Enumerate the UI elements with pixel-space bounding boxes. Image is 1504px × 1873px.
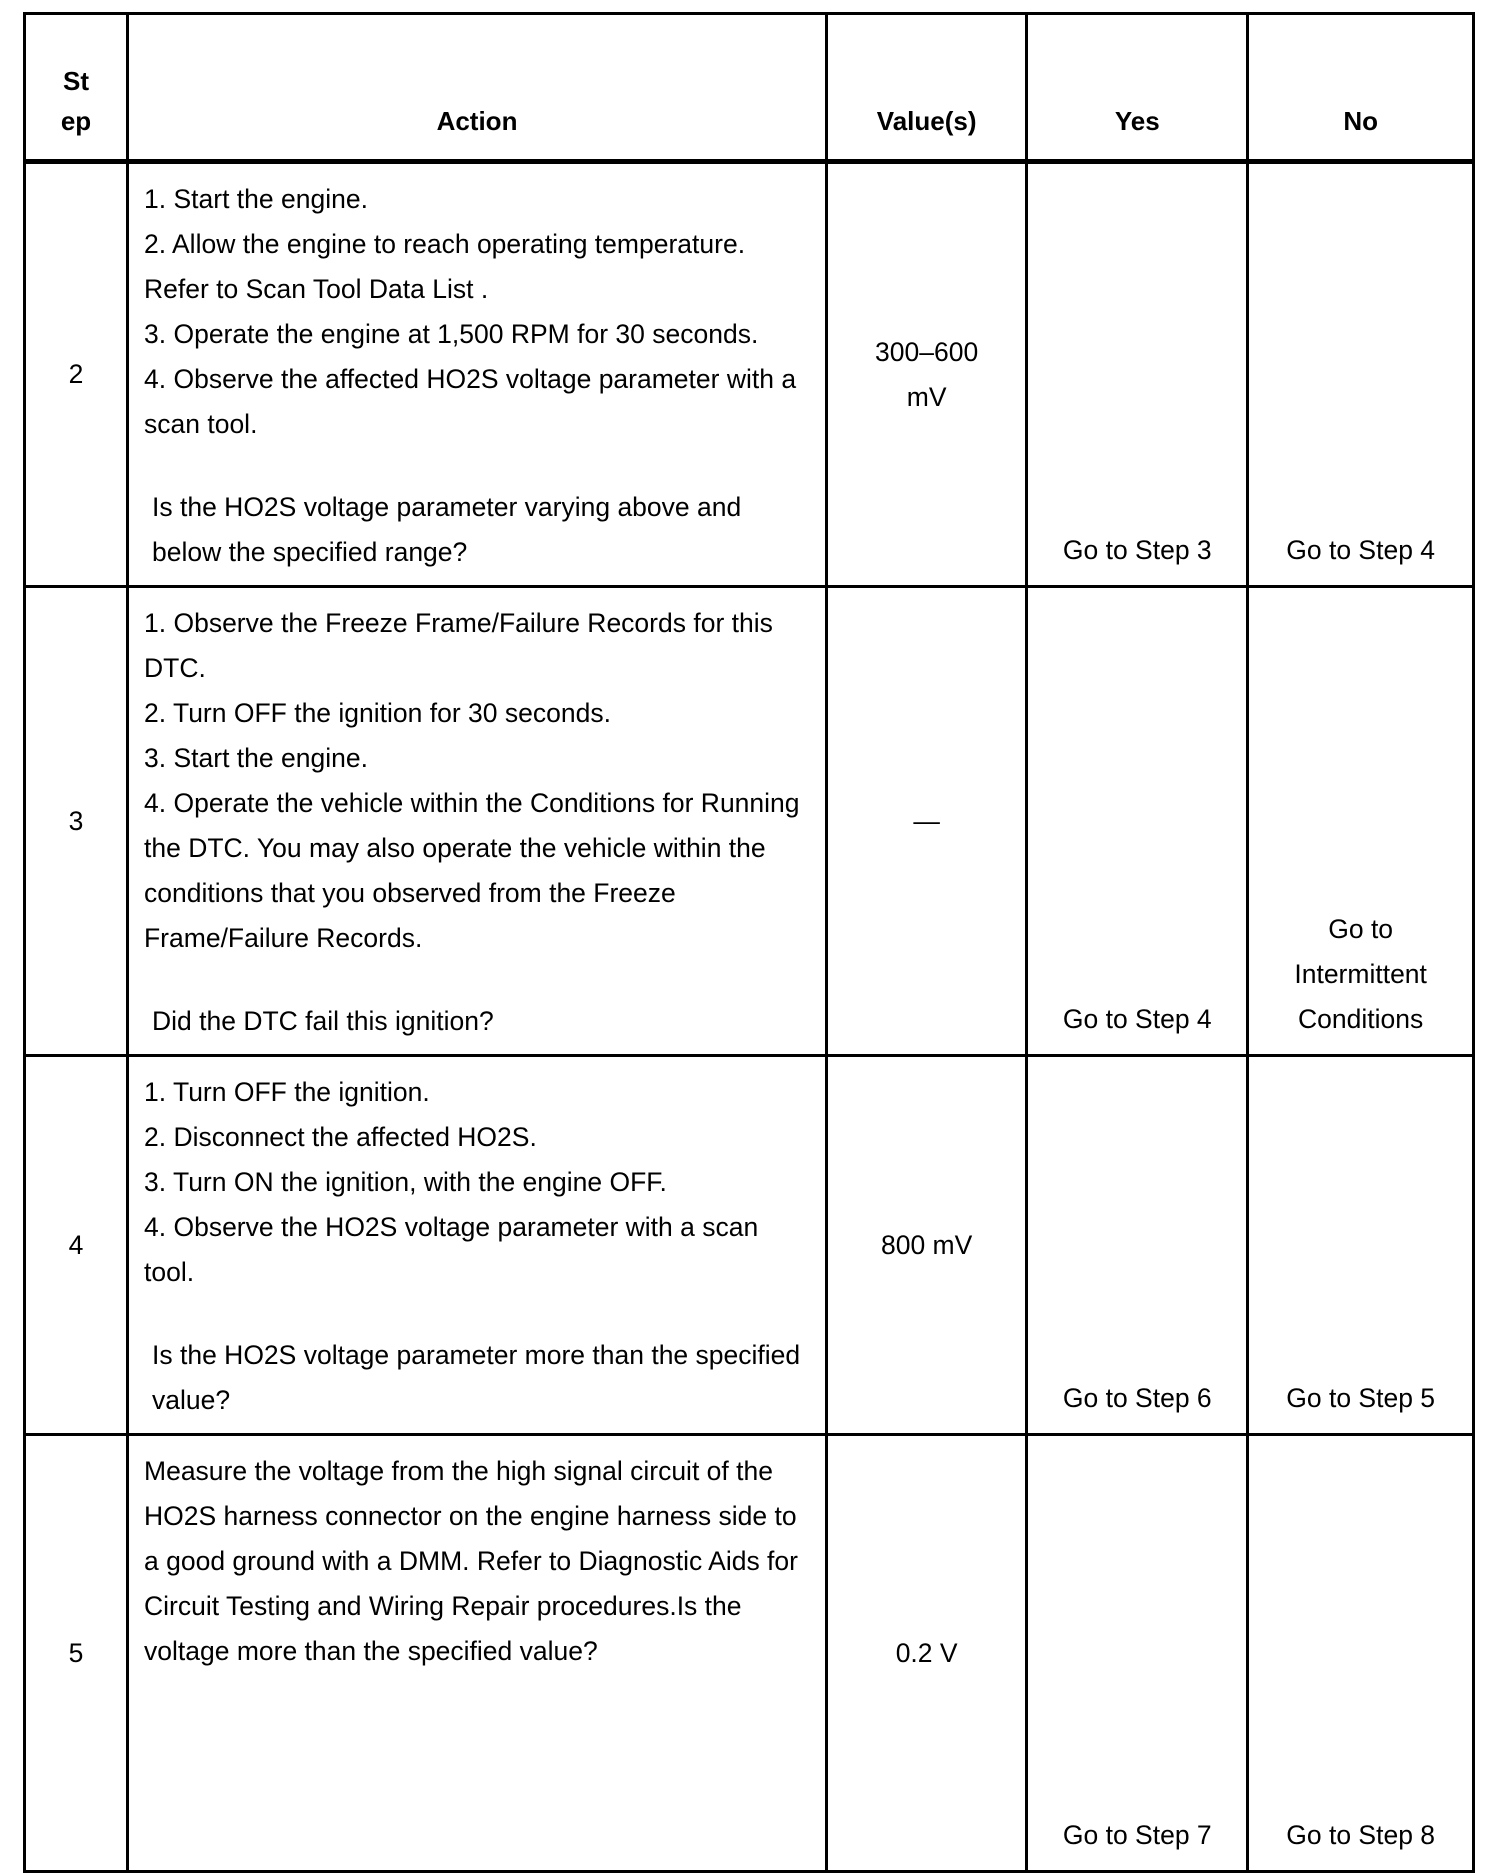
header-yes: Yes: [1027, 14, 1248, 162]
step-number: 5: [25, 1435, 128, 1872]
action-item: 2. Turn OFF the ignition for 30 seconds.: [144, 698, 611, 728]
action-item: 4. Observe the HO2S voltage parameter with a scan tool.: [144, 1212, 759, 1287]
action-item: 1. Observe the Freeze Frame/Failure Records for this DTC.: [144, 608, 773, 683]
action-cell: [128, 587, 827, 1056]
table-row-step-2: [25, 162, 1474, 587]
header-no: No: [1248, 14, 1474, 162]
yes-link[interactable]: Go to Step 3: [1027, 162, 1248, 587]
step-number: 3: [25, 587, 128, 1056]
table-row-step-3: [25, 587, 1474, 1056]
action-cell: [128, 162, 827, 587]
header-values: Value(s): [827, 14, 1027, 162]
diagnostic-table: [23, 12, 1475, 1873]
diagnostic-table-page: [23, 12, 1475, 1850]
action-item: 4. Operate the vehicle within the Conditions for Running the DTC. You may also operate the vehicle within the conditions that you observed from the Freeze Frame/Failure Records.: [144, 788, 800, 953]
step-number: 4: [25, 1056, 128, 1435]
value-cell: —: [827, 587, 1027, 1056]
action-question: Did the DTC fail this ignition?: [152, 1006, 494, 1036]
table-row-step-5: [25, 1435, 1474, 1872]
action-cell: Measure the voltage from the high signal circuit of the HO2S harness connector on the engine harness side to a good ground with a DMM. Refer to Diagnostic Aids for Circuit Testing and Wiring Repair procedures.Is the voltage more than the specified value?: [128, 1435, 827, 1872]
step-number: 2: [25, 162, 128, 587]
header-action: Action: [128, 14, 827, 162]
action-question: Is the HO2S voltage parameter more than the specified value?: [152, 1340, 801, 1415]
action-item: 1. Start the engine.: [144, 184, 368, 214]
header-step: St ep: [25, 14, 128, 162]
yes-link[interactable]: Go to Step 7: [1027, 1435, 1248, 1872]
no-link[interactable]: Go to Step 4: [1248, 162, 1474, 587]
action-item: 3. Operate the engine at 1,500 RPM for 30 seconds.: [144, 319, 759, 349]
action-item: 2. Disconnect the affected HO2S.: [144, 1122, 537, 1152]
no-link[interactable]: Go to Intermittent Conditions: [1248, 587, 1474, 1056]
action-item: 1. Turn OFF the ignition.: [144, 1077, 430, 1107]
action-question: Is the HO2S voltage parameter varying above and below the specified range?: [152, 492, 742, 567]
value-cell: 0.2 V: [827, 1435, 1027, 1872]
value-cell: 800 mV: [827, 1056, 1027, 1435]
action-item: 4. Observe the affected HO2S voltage parameter with a scan tool.: [144, 364, 797, 439]
yes-link[interactable]: Go to Step 6: [1027, 1056, 1248, 1435]
yes-link[interactable]: Go to Step 4: [1027, 587, 1248, 1056]
action-cell: [128, 1056, 827, 1435]
action-item: 3. Turn ON the ignition, with the engine OFF.: [144, 1167, 667, 1197]
action-item: 2. Allow the engine to reach operating temperature. Refer to Scan Tool Data List .: [144, 229, 746, 304]
header-row: [25, 14, 1474, 162]
no-link[interactable]: Go to Step 8: [1248, 1435, 1474, 1872]
action-item: 3. Start the engine.: [144, 743, 368, 773]
value-cell: 300–600 mV: [827, 162, 1027, 587]
no-link[interactable]: Go to Step 5: [1248, 1056, 1474, 1435]
table-row-step-4: [25, 1056, 1474, 1435]
